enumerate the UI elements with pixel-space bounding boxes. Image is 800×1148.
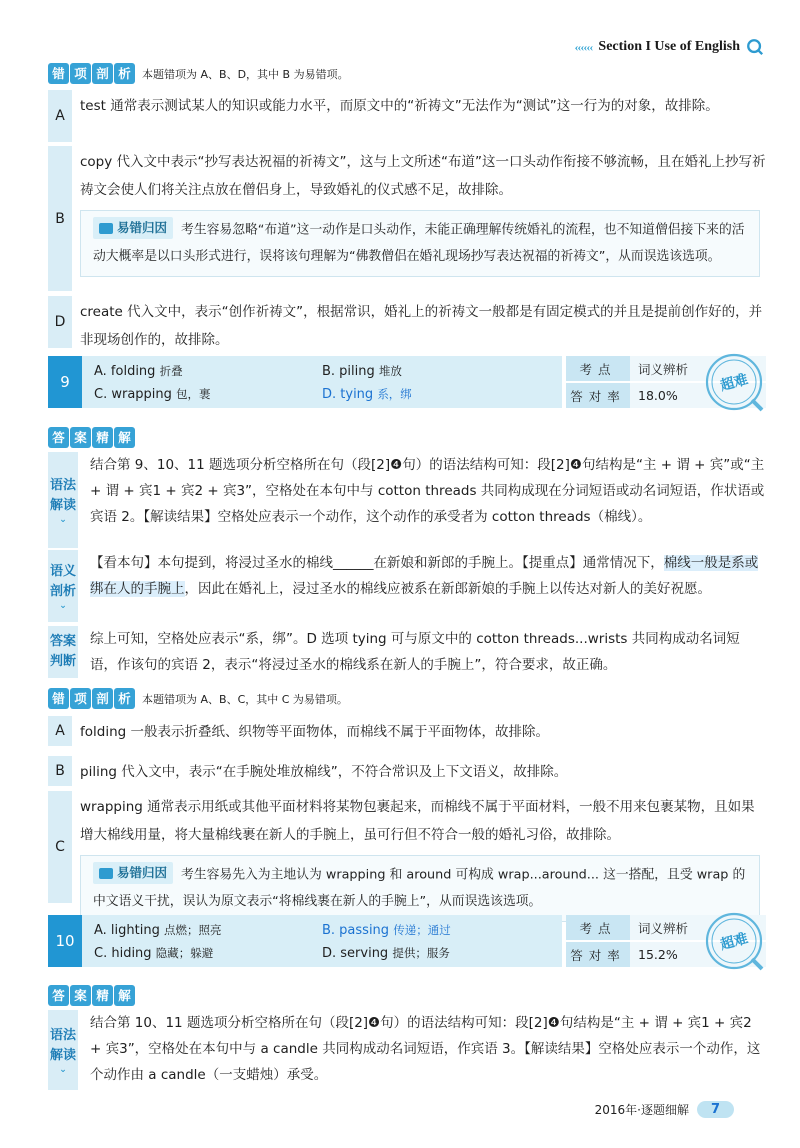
option-c: C. wrapping 包，裹: [94, 386, 211, 402]
error-cause-text: 考生容易忽略“布道”这一动作是口头动作，未能正确理解传统婚礼的流程，也不知道僧侣接下来的活动大概率是以口头形式进行，误将该句理解为“佛教僧侣在婚礼现场抄写表达祝福的祈祷文”，从而误选该选项。: [93, 222, 745, 264]
highlight-text: 棉线一般是系或绑在人的手腕上: [90, 555, 759, 597]
answer-explanation-tag: 答 案 精 解: [48, 985, 136, 1006]
error-cause-text: 考生容易先入为主地认为 wrapping 和 around 可构成 wrap...around... 这一搭配，且受 wrap 的中文语义干扰，误认为原文表示“将棉线裹在新人的手腕上”，从而误选该选项。: [93, 867, 746, 909]
block-label: 语义 剖析 ⌄: [48, 550, 78, 622]
error-analysis-tag: 错 项 剖 析: [48, 688, 136, 709]
question-options: [82, 356, 562, 408]
answer-explanation-header-10: [48, 985, 136, 1006]
meta-key: 考点: [566, 356, 630, 381]
running-header: [574, 38, 764, 56]
block-label: 语法 解读 ⌄: [48, 1010, 78, 1090]
question-10-bar: [48, 915, 766, 967]
semantic-analysis-9: [48, 550, 766, 622]
error-cause-box: [80, 210, 760, 277]
option-b: B. piling 堆放: [322, 363, 402, 379]
difficulty-stamp-icon: [702, 909, 766, 973]
meta-key: 答对率: [566, 383, 630, 408]
arrows-decoration: ‹‹‹‹‹‹: [574, 39, 593, 54]
footer-text: 2016年·逐题细解: [594, 1103, 689, 1117]
question-number: 9: [48, 356, 82, 408]
option-letter: C: [48, 791, 72, 903]
grammar-reading-10: [48, 1010, 766, 1090]
answer-explanation-header-9: [48, 427, 136, 448]
meta-value: 18.0%: [630, 383, 766, 408]
block-label: 答案 判断: [48, 626, 78, 678]
block-text: 结合第 10、11 题选项分析空格所在句（段[2]❹句）的语法结构可知：段[2]❹句结构是“主 + 谓 + 宾1 + 宾2 + 宾3”，空格处在本句中与 a candle 共同构成动名词短语，作宾语 3。【解读结果】空格处应表示一个动作，这个动作由 a candle（一支蜡烛）承受。: [90, 1015, 761, 1083]
option-letter: B: [48, 146, 72, 291]
page-number: 7: [697, 1101, 734, 1118]
error-cause-box: [80, 855, 760, 922]
question-meta: [566, 356, 766, 408]
error-note: 本题错项为 A、B、D，其中 B 为易错项。: [142, 67, 349, 81]
error-cause-label: 易错归因: [93, 217, 173, 239]
option-letter: A: [48, 716, 72, 746]
option-analysis-a: [48, 90, 766, 142]
error-analysis-header-1: [48, 63, 349, 84]
option-text: test 通常表示测试某人的知识或能力水平，而原文中的“祈祷文”无法作为“测试”这一行为的对象，故排除。: [80, 98, 719, 114]
grammar-reading-9: [48, 452, 766, 548]
question-options: [82, 915, 562, 967]
option-analysis-b-2: [48, 756, 766, 786]
svg-text:超难: 超难: [718, 371, 750, 395]
option-a: A. folding 折叠: [94, 363, 183, 379]
meta-value: 15.2%: [630, 942, 766, 967]
error-cause-label: 易错归因: [93, 862, 173, 884]
meta-value: 词义辨析: [630, 915, 766, 940]
note-icon: [99, 868, 113, 879]
block-text: 【看本句】本句提到，将浸过圣水的棉线______在新娘和新郎的手腕上。【提重点】通常情况下，棉线一般是系或绑在人的手腕上，因此在婚礼上，浸过圣水的棉线应被系在新郎新娘的手腕上以传达对新人的美好祝愿。: [90, 555, 759, 597]
svg-text:超难: 超难: [718, 930, 750, 954]
section-title: Section I Use of English: [598, 39, 740, 54]
option-text: wrapping 通常表示用纸或其他平面材料将某物包裹起来，而棉线不属于平面材料，一般不用来包裹某物，且如果增大棉线用量，将大量棉线裹在新人的手腕上，虽可行但不符合一般的婚礼习俗，故排除。: [80, 799, 755, 843]
block-text: 综上可知，空格处应表示“系，绑”。D 选项 tying 可与原文中的 cotton threads...wrists 共同构成动名词短语，作该句的宾语 2，表示“将浸过圣水的棉线系在新人的手腕上”，符合要求，故正确。: [90, 631, 740, 673]
option-letter: D: [48, 296, 72, 348]
option-text: folding 一般表示折叠纸、织物等平面物体，而棉线不属于平面物体，故排除。: [80, 724, 549, 740]
answer-judgement-9: [48, 626, 766, 678]
option-letter: A: [48, 90, 72, 142]
option-analysis-d: [48, 296, 766, 348]
option-analysis-a-2: [48, 716, 766, 746]
difficulty-stamp-icon: [702, 350, 766, 414]
page-footer: [595, 1101, 734, 1118]
error-note: 本题错项为 A、B、C，其中 C 为易错项。: [142, 692, 348, 706]
option-text: piling 代入文中，表示“在手腕处堆放棉线”，不符合常识及上下文语义，故排除。: [80, 764, 568, 780]
note-icon: [99, 223, 113, 234]
option-d-correct: D. tying 系，绑: [322, 386, 412, 402]
option-analysis-b: [48, 146, 766, 291]
option-analysis-c-2: [48, 791, 766, 909]
meta-key: 考点: [566, 915, 630, 940]
meta-key: 答对率: [566, 942, 630, 967]
question-number: 10: [48, 915, 82, 967]
option-text: copy 代入文中表示“抄写表达祝福的祈祷文”，这与上文所述“布道”这一口头动作衔接不够流畅，且在婚礼上抄写祈祷文会使人们将关注点放在僧侣身上，导致婚礼的仪式感不足，故排除。: [80, 154, 766, 198]
option-b-correct: B. passing 传递；通过: [322, 922, 451, 938]
error-analysis-header-2: [48, 688, 348, 709]
answer-explanation-tag: 答 案 精 解: [48, 427, 136, 448]
option-d: D. serving 提供；服务: [322, 945, 450, 961]
option-a: A. lighting 点燃；照亮: [94, 922, 222, 938]
meta-value: 词义辨析: [630, 356, 766, 381]
magnifier-icon: [746, 38, 764, 56]
block-label: 语法 解读 ⌄: [48, 452, 78, 548]
error-analysis-tag: 错 项 剖 析: [48, 63, 136, 84]
question-meta: [566, 915, 766, 967]
question-9-bar: [48, 356, 766, 408]
option-c: C. hiding 隐藏；躲避: [94, 945, 214, 961]
block-text: 结合第 9、10、11 题选项分析空格所在句（段[2]❹句）的语法结构可知：段[2]❹句结构是“主 + 谓 + 宾”或“主 + 谓 + 宾1 + 宾2 + 宾3”，空格处在本句中与 cotton threads 共同构成现在分词短语或动名词短语，作状语或宾语 2。【解读结果】空格处应表示一个动作，这个动作的承受者为 cotton threads（棉线）。: [90, 457, 765, 525]
option-text: create 代入文中，表示“创作祈祷文”，根据常识，婚礼上的祈祷文一般都是有固定模式的并且是提前创作好的，并非现场创作的，故排除。: [80, 304, 763, 348]
option-letter: B: [48, 756, 72, 786]
